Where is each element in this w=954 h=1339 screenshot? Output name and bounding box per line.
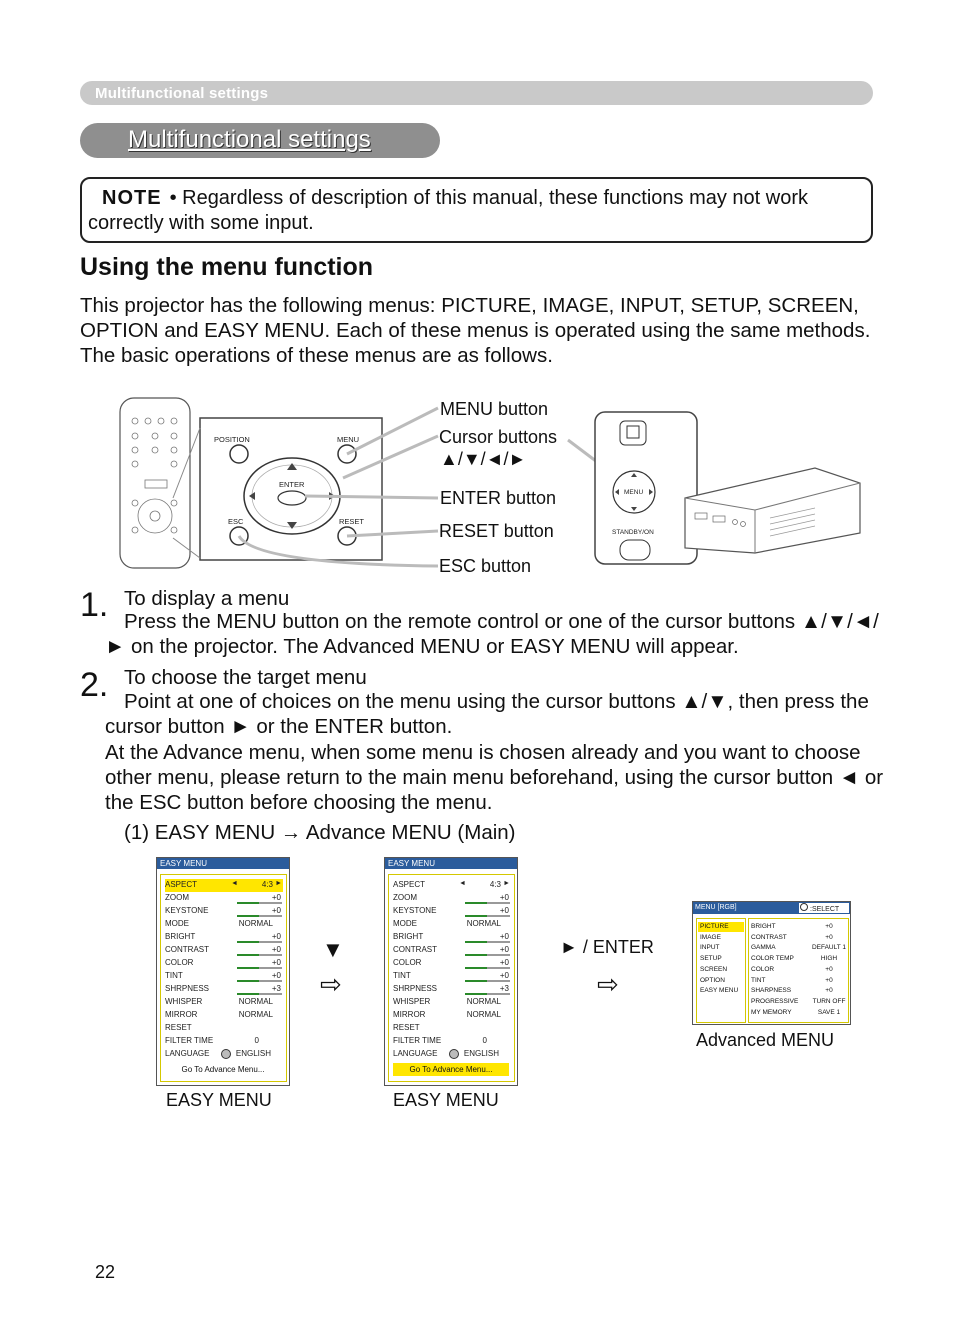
note-text: • Regardless of description of this manual, these functions may not work correctly with some input. — [88, 187, 808, 234]
menu-row-name: TINT — [165, 971, 183, 980]
slider-bar — [237, 954, 282, 956]
advanced-menu-row[interactable] — [751, 1008, 845, 1018]
advanced-row-name: GAMMA — [751, 944, 776, 952]
advanced-menu-item[interactable]: SCREEN — [700, 965, 728, 973]
callout-esc-button: ESC button — [439, 556, 532, 576]
standby-button[interactable] — [620, 540, 650, 560]
menu-row[interactable] — [393, 1022, 511, 1035]
slider-bar — [465, 967, 510, 969]
menu-row-name: SHRPNESS — [393, 984, 438, 993]
advanced-row-value: +0 — [825, 923, 833, 930]
menu-row-name: ASPECT — [165, 880, 198, 889]
right-arrow-icon: ► — [275, 880, 282, 887]
slider-bar — [465, 980, 510, 982]
menu-row[interactable] — [165, 970, 283, 983]
callout-cursor-buttons: Cursor buttons — [439, 427, 558, 447]
slider-bar — [465, 941, 510, 943]
easy-menu-2 — [384, 857, 518, 1086]
running-header-title: Multifunctional settings — [95, 85, 269, 102]
menu-row-name: BRIGHT — [165, 932, 196, 941]
note-box — [80, 177, 873, 243]
menu-row-name: WHISPER — [165, 997, 203, 1006]
advanced-menu-item[interactable]: EASY MENU — [700, 987, 739, 995]
menu-row-value: +3 — [271, 984, 281, 993]
advanced-row-name: SHARPNESS — [751, 987, 792, 995]
advanced-menu-row[interactable] — [751, 976, 845, 986]
easy-menu-1-title: EASY MENU — [157, 858, 289, 869]
intro-paragraph: This projector has the following menus: PICTURE, IMAGE, INPUT, SETUP, SCREEN, OPTION and EASY MENU. Each of these menus is operated using the same methods. The basic operations of these menus are as follows. — [80, 294, 871, 367]
advanced-row-name: BRIGHT — [751, 923, 776, 930]
subheading: (1) EASY MENU → Advance MENU (Main) — [124, 821, 516, 844]
menu-row[interactable] — [165, 905, 283, 918]
menu-row-value: NORMAL — [466, 919, 501, 928]
menu-row-name: LANGUAGE — [393, 1049, 438, 1058]
menu-row-value: +0 — [499, 906, 509, 915]
menu-row-name: FILTER TIME — [165, 1036, 214, 1045]
menu-row-name: SHRPNESS — [165, 984, 210, 993]
callout-cursor-arrows: ▲/▼/◄/► — [440, 449, 527, 469]
esc-label: ESC — [228, 517, 244, 526]
menu-row-value: +0 — [271, 971, 281, 980]
menu-row-value: 4:3 — [489, 880, 501, 889]
globe-icon — [449, 1049, 459, 1059]
menu-row-name: ASPECT — [393, 880, 426, 889]
menu-row-value: +0 — [499, 971, 509, 980]
step-2-number: 2. — [80, 666, 109, 704]
menu-row[interactable] — [393, 892, 511, 905]
slider-bar — [465, 954, 510, 956]
menu-row[interactable] — [165, 892, 283, 905]
menu-row-name: KEYSTONE — [393, 906, 437, 915]
callout-reset-button: RESET button — [439, 521, 554, 541]
menu-row-value: 0 — [482, 1036, 487, 1045]
section-title-pill — [80, 123, 440, 158]
advanced-select-hint: :SELECT — [799, 903, 849, 913]
go-to-advance-menu[interactable]: Go To Advance Menu... — [393, 1063, 509, 1076]
position-button[interactable] — [230, 445, 248, 463]
advanced-row-value: DEFAULT 1 — [811, 944, 847, 952]
reset-label: RESET — [339, 517, 365, 526]
menu-row-name: BRIGHT — [393, 932, 424, 941]
input-icon — [620, 421, 646, 445]
menu-row[interactable] — [393, 905, 511, 918]
menu-row-name: LANGUAGE — [165, 1049, 210, 1058]
left-arrow-icon: ◄ — [459, 880, 466, 887]
advanced-row-value: +0 — [825, 965, 833, 973]
caption-advanced-menu: Advanced MENU — [696, 1030, 835, 1050]
panel-menu-label: MENU — [624, 489, 644, 496]
menu-row-value: +0 — [499, 893, 509, 902]
menu-row-value: +0 — [271, 906, 281, 915]
menu-row-value: NORMAL — [238, 919, 273, 928]
menu-row[interactable] — [165, 931, 283, 944]
menu-row-value: ENGLISH — [235, 1049, 271, 1058]
advanced-menu-row[interactable] — [751, 933, 845, 943]
advanced-menu — [692, 901, 851, 1025]
menu-row-name: COLOR — [165, 958, 194, 967]
menu-row-name: TINT — [393, 971, 411, 980]
advanced-row-value: +0 — [825, 976, 833, 984]
select-icon — [800, 903, 808, 911]
menu-row-value: +0 — [499, 945, 509, 954]
menu-row[interactable] — [165, 957, 283, 970]
slider-bar — [237, 967, 282, 969]
advanced-menu-row[interactable] — [751, 986, 845, 996]
advanced-menu-row[interactable] — [751, 922, 845, 932]
globe-icon — [221, 1049, 231, 1059]
menu-row-name: KEYSTONE — [165, 906, 209, 915]
menu-row[interactable] — [393, 983, 511, 996]
menu-row-value: NORMAL — [238, 1010, 273, 1019]
transition-arrow-icon: ⇨ — [320, 969, 342, 999]
menu-row-value: 4:3 — [261, 880, 273, 889]
standby-label: STANDBY/ON — [612, 529, 654, 536]
easy-menu-1 — [156, 857, 290, 1086]
slider-bar — [237, 980, 282, 982]
menu-row-name: CONTRAST — [165, 945, 209, 954]
menu-row[interactable] — [393, 957, 511, 970]
menu-row[interactable] — [393, 944, 511, 957]
advanced-menu-row[interactable] — [751, 997, 845, 1007]
advanced-row-value: SAVE 1 — [817, 1008, 841, 1016]
menu-row[interactable] — [165, 1022, 283, 1035]
slider-bar — [237, 993, 282, 995]
menu-row[interactable] — [393, 918, 511, 931]
advanced-menu-item[interactable]: SETUP — [700, 955, 722, 963]
slider-bar — [237, 915, 282, 917]
section-title: Multifunctional settings — [128, 126, 371, 153]
menu-row-name: FILTER TIME — [393, 1036, 442, 1045]
menu-row-name: MIRROR — [165, 1010, 198, 1019]
go-to-advance-menu[interactable]: Go To Advance Menu... — [181, 1065, 265, 1074]
advanced-row-name: CONTRAST — [751, 933, 787, 941]
menu-row-value: +0 — [499, 958, 509, 967]
menu-row-name: MODE — [165, 919, 189, 928]
advanced-menu-item[interactable]: IMAGE — [700, 933, 721, 941]
advanced-menu-row[interactable] — [751, 965, 845, 975]
menu-row-name: MODE — [393, 919, 417, 928]
page-heading: Using the menu function — [80, 253, 374, 281]
step-2-title: To choose the target menu — [124, 666, 367, 689]
callout-enter-button: ENTER button — [440, 488, 557, 508]
advanced-row-name: PROGRESSIVE — [751, 997, 799, 1005]
menu-row-value: +3 — [499, 984, 509, 993]
menu-row-name: ZOOM — [393, 893, 417, 902]
menu-row[interactable] — [165, 996, 283, 1009]
menu-row[interactable] — [393, 1035, 511, 1048]
menu-row[interactable] — [165, 879, 283, 892]
advanced-row-name: COLOR — [751, 965, 775, 973]
left-arrow-icon: ◄ — [231, 880, 238, 887]
callout-menu-button: MENU button — [440, 399, 549, 419]
advanced-row-name: TINT — [751, 976, 766, 984]
menu-row-name: WHISPER — [393, 997, 431, 1006]
menu-row-value: +0 — [271, 945, 281, 954]
menu-row-name: CONTRAST — [393, 945, 437, 954]
menu-row[interactable] — [393, 1009, 511, 1022]
step-2-body: Point at one of choices on the menu using the cursor buttons ▲/▼, then press the cursor button ► or the ENTER button. — [105, 690, 869, 738]
step-2-body-2: At the Advance menu, when some menu is chosen already and you want to choose other menu, please return to the main menu beforehand, using the cursor button ◄ or the ESC button before choosing the menu. — [105, 741, 884, 814]
page-number: 22 — [95, 1262, 116, 1282]
slider-bar — [237, 902, 282, 904]
right-arrow-icon: ► — [503, 880, 510, 887]
slider-bar — [237, 941, 282, 943]
advanced-menu-title: MENU [RGB] — [695, 904, 737, 911]
menu-row-name: ZOOM — [165, 893, 189, 902]
menu-row[interactable] — [165, 944, 283, 957]
advanced-row-name: COLOR TEMP — [751, 955, 794, 963]
running-header — [80, 81, 873, 105]
menu-row-value: 0 — [254, 1036, 259, 1045]
transition-arrow-icon-2: ⇨ — [597, 969, 619, 999]
menu-row-value: NORMAL — [238, 997, 273, 1006]
menu-label: MENU — [337, 435, 360, 444]
advanced-row-name: MY MEMORY — [751, 1008, 792, 1016]
caption-easy-menu-1: EASY MENU — [166, 1090, 272, 1110]
menu-row[interactable] — [393, 931, 511, 944]
slider-bar — [465, 902, 510, 904]
caption-easy-menu-2: EASY MENU — [393, 1090, 499, 1110]
menu-row-name: MIRROR — [393, 1010, 426, 1019]
menu-row-value: NORMAL — [466, 997, 501, 1006]
menu-row[interactable] — [393, 996, 511, 1009]
menu-row-name: COLOR — [393, 958, 422, 967]
menu-row-value: NORMAL — [466, 1010, 501, 1019]
note-label: NOTE — [102, 187, 162, 209]
menu-row-value: +0 — [271, 958, 281, 967]
menu-row[interactable] — [393, 879, 511, 892]
menu-row-value: +0 — [499, 932, 509, 941]
menu-row-name: RESET — [393, 1023, 420, 1032]
menu-row-value: +0 — [271, 893, 281, 902]
enter-button[interactable] — [278, 491, 306, 505]
down-arrow-transition: ▼ — [322, 937, 344, 962]
advanced-menu-item[interactable]: INPUT — [700, 944, 720, 952]
menu-row-name: RESET — [165, 1023, 192, 1032]
slider-bar — [465, 993, 510, 995]
advanced-menu-item[interactable]: PICTURE — [698, 922, 744, 932]
advanced-row-value: +0 — [825, 987, 833, 995]
menu-row[interactable] — [393, 1048, 511, 1061]
menu-row[interactable] — [165, 1035, 283, 1048]
enter-transition-label: ► / ENTER — [560, 937, 654, 957]
step-1-number: 1. — [80, 586, 109, 624]
menu-row[interactable] — [165, 1009, 283, 1022]
advanced-row-value: HIGH — [820, 955, 838, 963]
menu-row[interactable] — [165, 1048, 283, 1061]
menu-row[interactable] — [393, 970, 511, 983]
position-label: POSITION — [214, 435, 250, 444]
advanced-menu-row[interactable] — [751, 943, 845, 953]
projector-body — [685, 468, 860, 553]
menu-row-value: +0 — [271, 932, 281, 941]
easy-menu-2-title: EASY MENU — [385, 858, 517, 869]
menu-row[interactable] — [165, 983, 283, 996]
slider-bar — [465, 915, 510, 917]
menu-row-value: ENGLISH — [463, 1049, 499, 1058]
menu-row[interactable] — [165, 918, 283, 931]
advanced-menu-row[interactable] — [751, 954, 845, 964]
enter-label: ENTER — [279, 480, 305, 489]
advanced-menu-item[interactable]: OPTION — [700, 976, 725, 984]
advanced-row-value: +0 — [825, 933, 833, 941]
step-1-body: Press the MENU button on the remote control or one of the cursor buttons ▲/▼/◄/► on the projector. The Advanced MENU or EASY MENU will appear. — [105, 610, 879, 658]
advanced-row-value: TURN OFF — [812, 997, 846, 1005]
step-1-title: To display a menu — [124, 587, 290, 610]
